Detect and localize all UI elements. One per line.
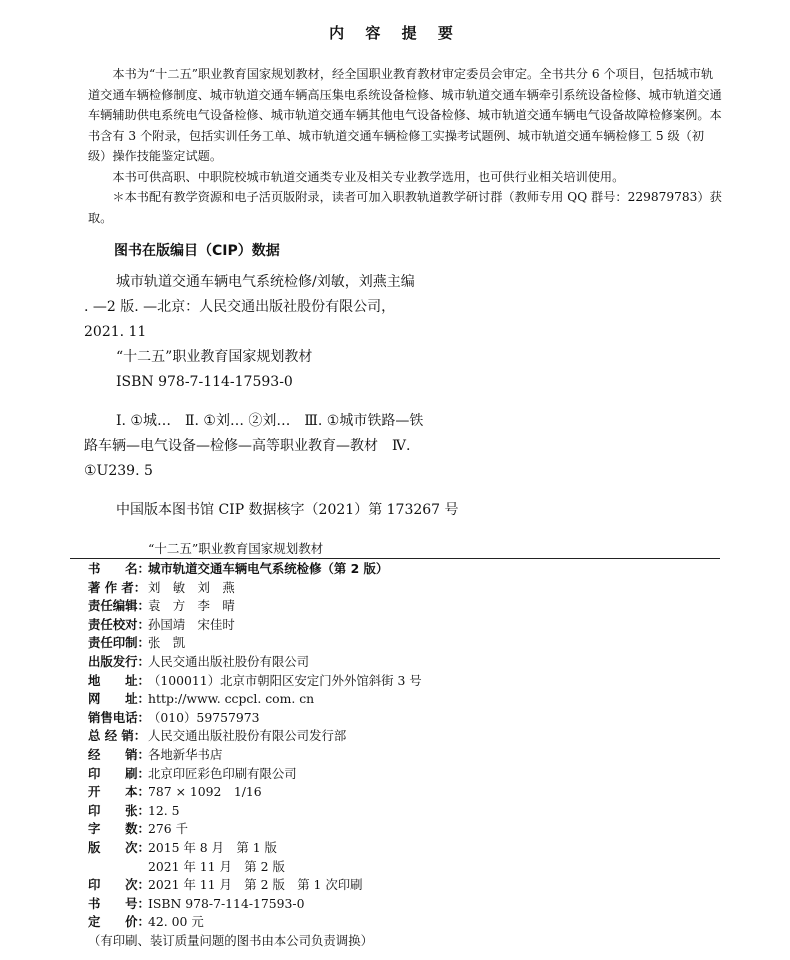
colophon-label: 书 名：	[88, 561, 150, 576]
cip-line: 2021. 11	[84, 324, 147, 340]
colophon-row	[88, 579, 708, 598]
summary-paragraph: 本书为“十二五”职业教育国家规划教材，经全国职业教育教材审定委员会审定。全书共分 6 个项目，包括城市轨道交通车辆检修制度、城市轨道交通车辆高压集电系统设备检修、城市轨道交通车辆牵引系统设备检修、城市轨道交通车辆辅助供电系统电气设备检修、城市轨道交通车辆其他电气设备检修、城市轨道交通车辆电气设备故障检修案例。本书含有 3 个附录，包括实训任务工单、城市轨道交通车辆检修工实操考试题例、城市轨道交通车辆检修工 5 级（初级）操作技能鉴定试题。	[88, 67, 722, 163]
colophon-label: 销售电话：	[88, 709, 150, 725]
cip-line: ISBN 978-7-114-17593-0	[116, 374, 293, 390]
colophon-label: 字 数：	[88, 821, 150, 837]
colophon-value: 各地新华书店	[148, 746, 223, 762]
colophon-row	[88, 709, 708, 728]
colophon-row	[88, 597, 708, 616]
cip-line: 城市轨道交通车辆电气系统检修/刘敏，刘燕主编	[116, 274, 415, 290]
colophon-row	[88, 616, 708, 635]
colophon-value: 787 × 1092 1/16	[148, 784, 262, 800]
colophon-value: ISBN 978-7-114-17593-0	[148, 895, 305, 911]
colophon-label: 印 张：	[88, 802, 150, 818]
colophon-row	[88, 634, 708, 653]
colophon-label: 开 本：	[88, 784, 150, 800]
colophon-label: 书 号：	[88, 895, 150, 911]
colophon-value: 袁 方 李 晴	[148, 598, 235, 614]
colophon-value: 276 千	[148, 821, 188, 837]
colophon-row	[88, 802, 708, 821]
cip-line: . —2 版. —北京：人民交通出版社股份有限公司，	[84, 299, 396, 315]
summary-paragraph: 本书可供高职、中职院校城市轨道交通类专业及相关专业教学选用，也可供行业相关培训使用。	[112, 169, 625, 184]
colophon-label: 印 次：	[88, 877, 150, 893]
colophon-value: 张 凯	[148, 635, 186, 651]
colophon-row	[88, 858, 708, 877]
colophon-label: 经 销：	[88, 746, 150, 762]
colophon-row	[88, 913, 708, 932]
cip-line: 中国版本图书馆 CIP 数据核字（2021）第 173267 号	[116, 502, 459, 518]
colophon-row	[88, 746, 708, 765]
colophon-label: 著 作 者：	[88, 579, 147, 595]
cip-block	[84, 270, 604, 523]
colophon-row	[88, 895, 708, 914]
cip-line: “十二五”职业教育国家规划教材	[116, 349, 313, 365]
colophon-row	[88, 560, 708, 579]
colophon-note: （有印刷、装订质量问题的图书由本公司负责调换）	[88, 932, 373, 948]
colophon-value: http://www. ccpcl. com. cn	[148, 691, 315, 707]
cip-line: ①U239. 5	[84, 463, 153, 479]
colophon-value: 12. 5	[148, 802, 180, 818]
colophon-value: 城市轨道交通车辆电气系统检修（第 2 版）	[148, 561, 389, 576]
colophon	[88, 560, 708, 950]
cip-heading: 图书在版编目（CIP）数据	[114, 243, 280, 259]
colophon-label: 出版发行：	[88, 653, 150, 669]
colophon-label: 印 刷：	[88, 765, 150, 781]
colophon-label: 定 价：	[88, 914, 150, 930]
colophon-label: 责任编辑：	[88, 598, 150, 614]
summary-paragraph: ＊本书配有教学资源和电子活页版附录，读者可加入职教轨道教学研讨群（教师专用 QQ 群号：229879783）获取。	[88, 190, 722, 225]
summary-body	[88, 64, 722, 228]
colophon-label: 网 址：	[88, 691, 150, 707]
divider	[70, 558, 720, 559]
colophon-value: 2021 年 11 月 第 2 版 第 1 次印刷	[148, 877, 363, 893]
colophon-value: 刘 敏 刘 燕	[148, 579, 235, 595]
summary-title: 内 容 提 要	[329, 24, 461, 42]
colophon-label: 责任校对：	[88, 616, 150, 632]
colophon-row	[88, 672, 708, 691]
colophon-value: 人民交通出版社股份有限公司发行部	[148, 728, 347, 744]
colophon-label: 责任印制：	[88, 635, 150, 651]
colophon-value: （010）59757973	[148, 709, 260, 725]
colophon-row	[88, 876, 708, 895]
colophon-row	[88, 783, 708, 802]
colophon-label: 总 经 销：	[88, 728, 147, 744]
colophon-value: 2015 年 8 月 第 1 版	[148, 839, 277, 855]
colophon-value: 人民交通出版社股份有限公司	[148, 653, 310, 669]
colophon-value: 孙国靖 宋佳时	[148, 616, 235, 632]
colophon-label	[88, 858, 146, 877]
colophon-row	[88, 690, 708, 709]
series-name: “十二五”职业教育国家规划教材	[148, 541, 324, 556]
cip-line: 路车辆—电气设备—检修—高等职业教育—教材 Ⅳ.	[84, 438, 411, 454]
colophon-value: 北京印匠彩色印刷有限公司	[148, 765, 297, 781]
colophon-row	[88, 820, 708, 839]
colophon-row	[88, 839, 708, 858]
colophon-row	[88, 653, 708, 672]
colophon-label: 版 次：	[88, 839, 150, 855]
colophon-label: 地 址：	[88, 672, 150, 688]
colophon-row	[88, 727, 708, 746]
colophon-value: （100011）北京市朝阳区安定门外外馆斜街 3 号	[148, 672, 422, 688]
colophon-row	[88, 932, 708, 951]
colophon-value: 42. 00 元	[148, 914, 204, 930]
colophon-value: 2021 年 11 月 第 2 版	[148, 858, 285, 874]
cip-line: Ⅰ. ①城… Ⅱ. ①刘… ②刘… Ⅲ. ①城市铁路—铁	[116, 413, 424, 429]
colophon-row	[88, 765, 708, 784]
